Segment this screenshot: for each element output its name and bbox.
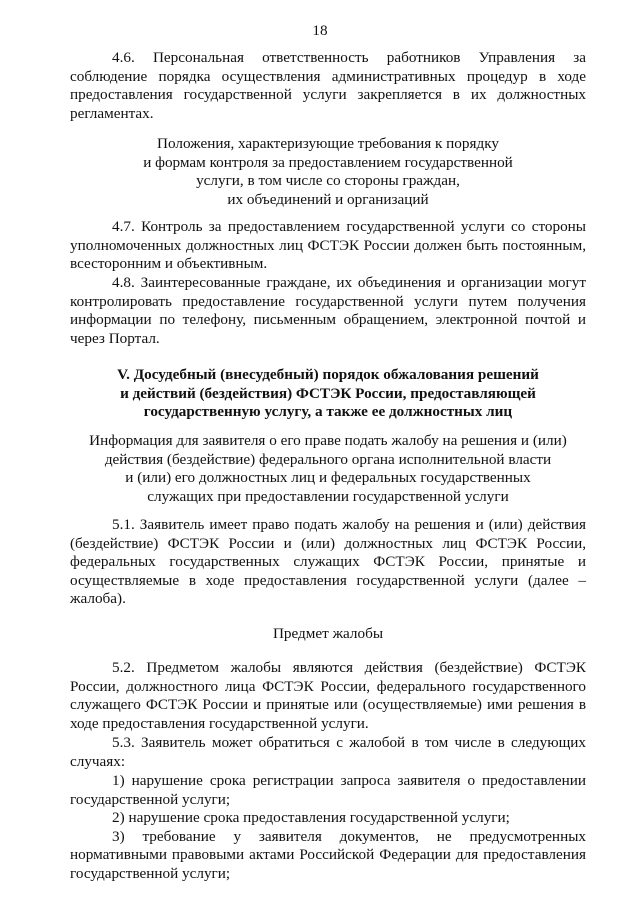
heading-line: их объединений и организаций: [227, 190, 429, 208]
title-line: и действий (бездействия) ФСТЭК России, предоставляющей: [120, 384, 536, 402]
heading-line: и (или) его должностных лиц и федеральных государственных: [125, 469, 531, 487]
heading-line: служащих при предоставлении государственной услуги: [147, 487, 509, 505]
list-item: 1) нарушение срока регистрации запроса заявителя о предоставлении государственной услуги;: [70, 772, 586, 808]
paragraph-4-6: [70, 49, 586, 123]
list-item: 2) нарушение срока предоставления государственной услуги;: [112, 809, 510, 827]
paragraph-text: 5.1. Заявитель имеет право подать жалобу на решения и (или) действия (бездействие) ФСТЭК России и (или) должностных лиц ФСТЭК России, федеральных государственных служащих ФСТЭК России, принятые и осуществляемые в ходе предоставления государственной услуги (далее – жалоба).: [70, 516, 586, 608]
list-item: 3) требование у заявителя документов, не предусмотренных нормативными правовыми актами Российской Федерации для предоставления государственной услуги;: [70, 827, 586, 882]
heading-line: и формам контроля за предоставлением государственной: [143, 153, 513, 171]
heading-control-requirements: [70, 135, 586, 209]
paragraph-4-8: [70, 274, 586, 348]
paragraph-text: 5.2. Предметом жалобы являются действия (бездействие) ФСТЭК России, должностного лица ФСТЭК России, федерального государственного служащего ФСТЭК России и принятые или (осуществляемые) ими решения в ходе предоставления государственной услуги.: [70, 659, 586, 732]
heading-complaint-info: [70, 432, 586, 506]
heading-line: услуги, в том числе со стороны граждан,: [196, 172, 460, 190]
heading-line: Положения, характеризующие требования к порядку: [157, 135, 499, 152]
title-line: V. Досудебный (внесудебный) порядок обжалования решений: [117, 366, 539, 383]
heading-complaint-subject: [70, 625, 586, 644]
heading-line: Предмет жалобы: [272, 625, 384, 642]
section-5-title: [70, 366, 586, 422]
paragraph-text: 4.7. Контроль за предоставлением государственной услуги со стороны уполномоченных должностных лиц ФСТЭК России должен быть постоянным, всесторонним и объективным.: [70, 218, 586, 273]
cases-list: [70, 772, 586, 884]
paragraph-text: 5.3. Заявитель может обратиться с жалобой в том числе в следующих случаях:: [70, 734, 586, 770]
paragraph-5-2: [70, 659, 586, 733]
paragraph-4-7: [70, 218, 586, 274]
heading-line: действия (бездействие) федерального органа исполнительной власти: [104, 450, 552, 468]
heading-line: Информация для заявителя о его праве подать жалобу на решения и (или): [89, 432, 567, 449]
paragraph-5-3: [70, 734, 586, 771]
paragraph-5-1: [70, 516, 586, 609]
title-line: государственную услугу, а также ее должностных лиц: [143, 403, 513, 421]
paragraph-text: 4.6. Персональная ответственность работников Управления за соблюдение порядка осуществления административных процедур в ходе предоставления государственной услуги закрепляется в их должностных регламентах.: [70, 49, 586, 122]
page-number: 18: [312, 22, 328, 39]
paragraph-text: 4.8. Заинтересованные граждане, их объединения и организации могут контролировать предоставление государственной услуги путем получения информации по телефону, письменным обращением, электронной почтой и через Портал.: [70, 274, 586, 347]
